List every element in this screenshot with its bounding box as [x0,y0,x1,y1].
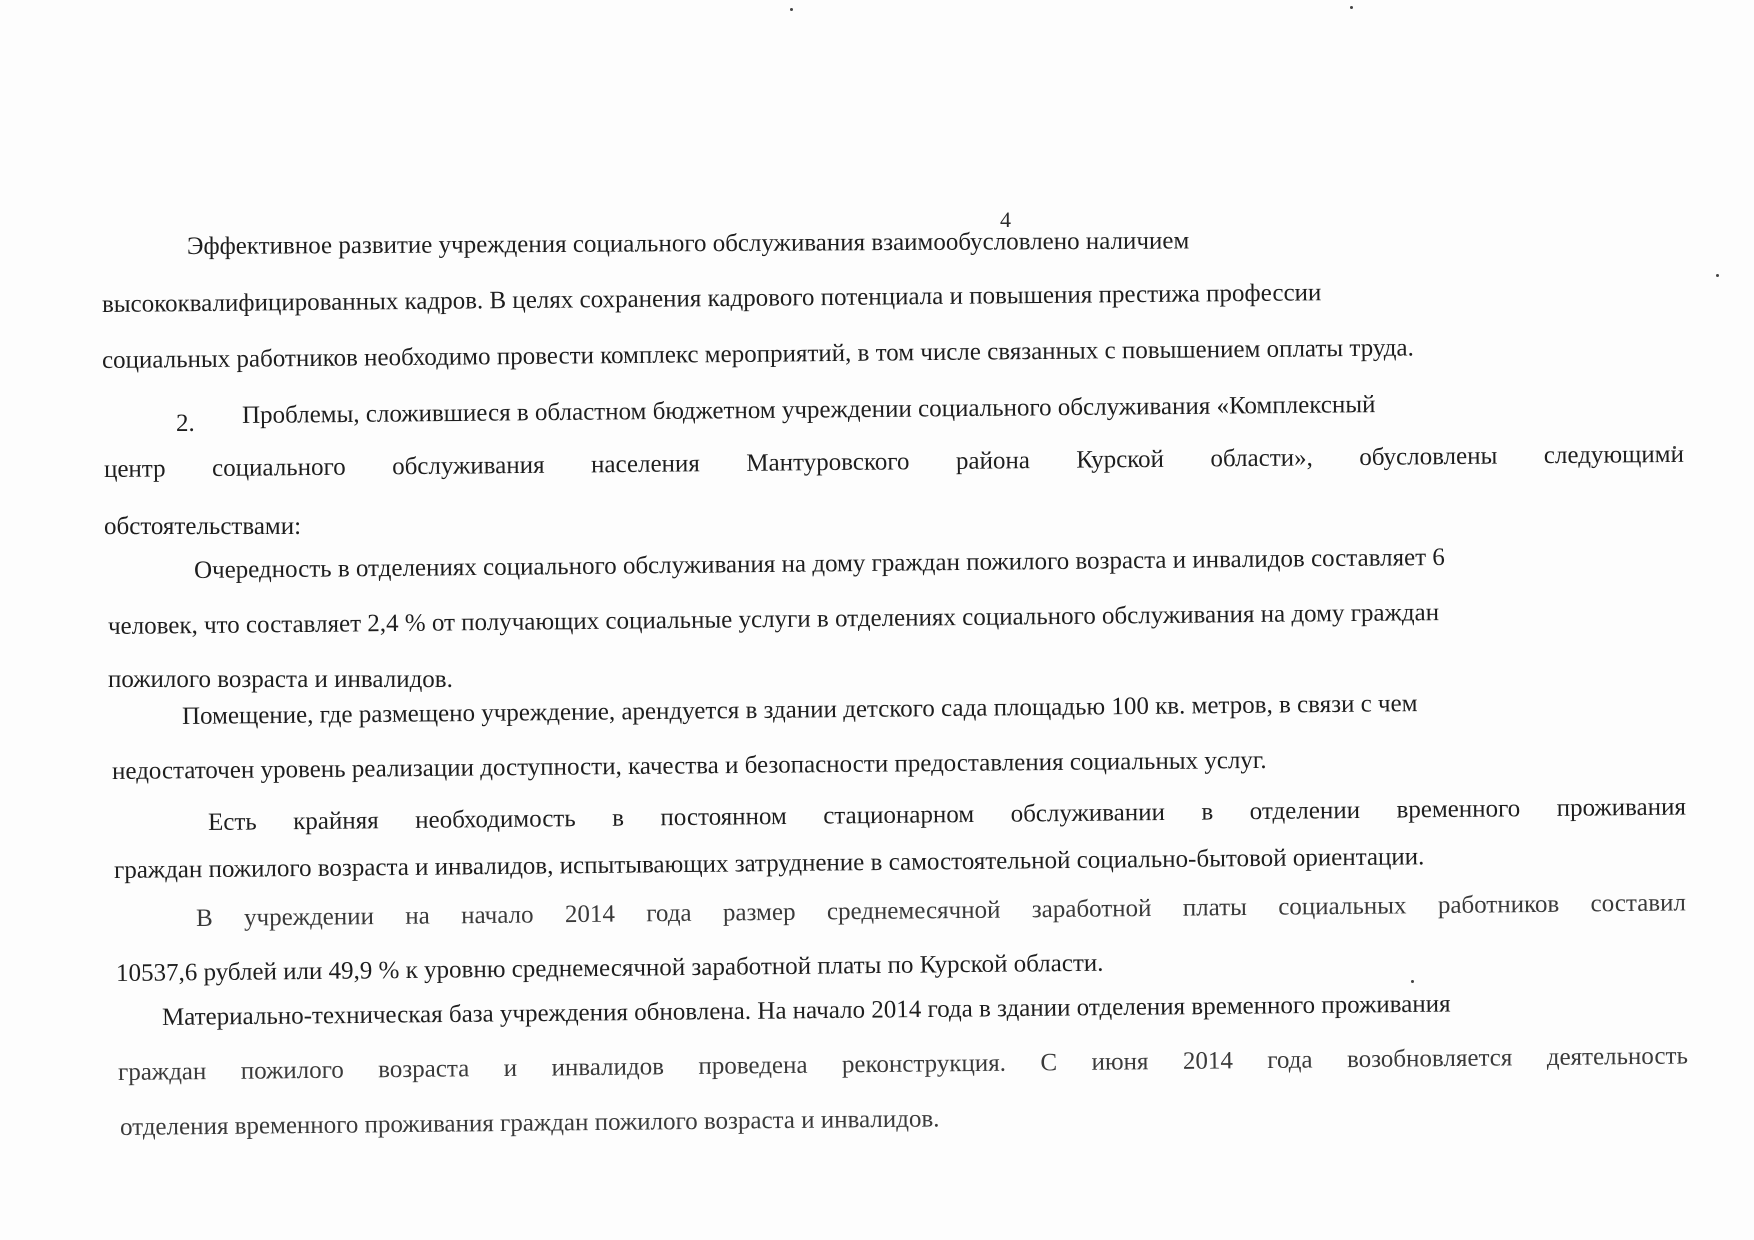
paragraph-line: недостаточен уровень реализации доступности, качества и безопасности предоставления социальных услуг. [111,746,1267,785]
paragraph-line: граждан пожилого возраста и инвалидов проведена реконструкция. С июня 2014 года возобновляется деятельность [117,1042,1689,1086]
paragraph-line: Помещение, где размещено учреждение, арендуется в здании детского сада площадью 100 кв. метров, в связи с чем [181,690,1418,730]
paragraph-line: пожилого возраста и инвалидов. [108,666,453,693]
paragraph-line: обстоятельствами: [104,513,302,540]
paragraph-line: социальных работников необходимо провести комплекс мероприятий, в том числе связанных с повышением оплаты труда. [101,334,1414,374]
paragraph-line: Очередность в отделениях социального обслуживания на дому граждан пожилого возраста и инвалидов составляет 6 [193,543,1445,584]
list-number: 2. [176,410,195,437]
scan-speck [1716,274,1719,277]
paragraph-line: 10537,6 рублей или 49,9 % к уровню среднемесячной заработной платы по Курской области. [115,949,1104,987]
page-number: 4 [1000,207,1011,232]
paragraph-line: Эффективное развитие учреждения социального обслуживания взаимообусловлено наличием [186,227,1190,260]
paragraph-line: Есть крайняя необходимость в постоянном стационарном обслуживании в отделении временного проживания [207,793,1687,836]
paragraph-line: отделения временного проживания граждан пожилого возраста и инвалидов. [119,1105,940,1141]
paragraph-line: Проблемы, сложившиеся в областном бюджетном учреждении социального обслуживания «Комплексный [241,391,1376,429]
paragraph-line: центр социального обслуживания населения Мантуровского района Курской области», обусловлены следующими [103,440,1685,483]
scan-speck [1411,980,1414,983]
paragraph-line: В учреждении на начало 2014 года размер среднемесячной заработной платы социальных работников составил [195,889,1687,932]
paragraph-line: граждан пожилого возраста и инвалидов, испытывающих затруднение в самостоятельной социально-бытовой ориентации. [113,843,1425,884]
scan-speck [1350,6,1353,9]
paragraph-line: высококвалифицированных кадров. В целях сохранения кадрового потенциала и повышения престижа профессии [101,279,1322,318]
scan-speck [790,8,793,11]
paragraph-line: Материально-техническая база учреждения обновлена. На начало 2014 года в здании отделения временного проживания [161,990,1451,1031]
paragraph-line: человек, что составляет 2,4 % от получающих социальные услуги в отделениях социального обслуживания на дому граждан [107,599,1440,640]
